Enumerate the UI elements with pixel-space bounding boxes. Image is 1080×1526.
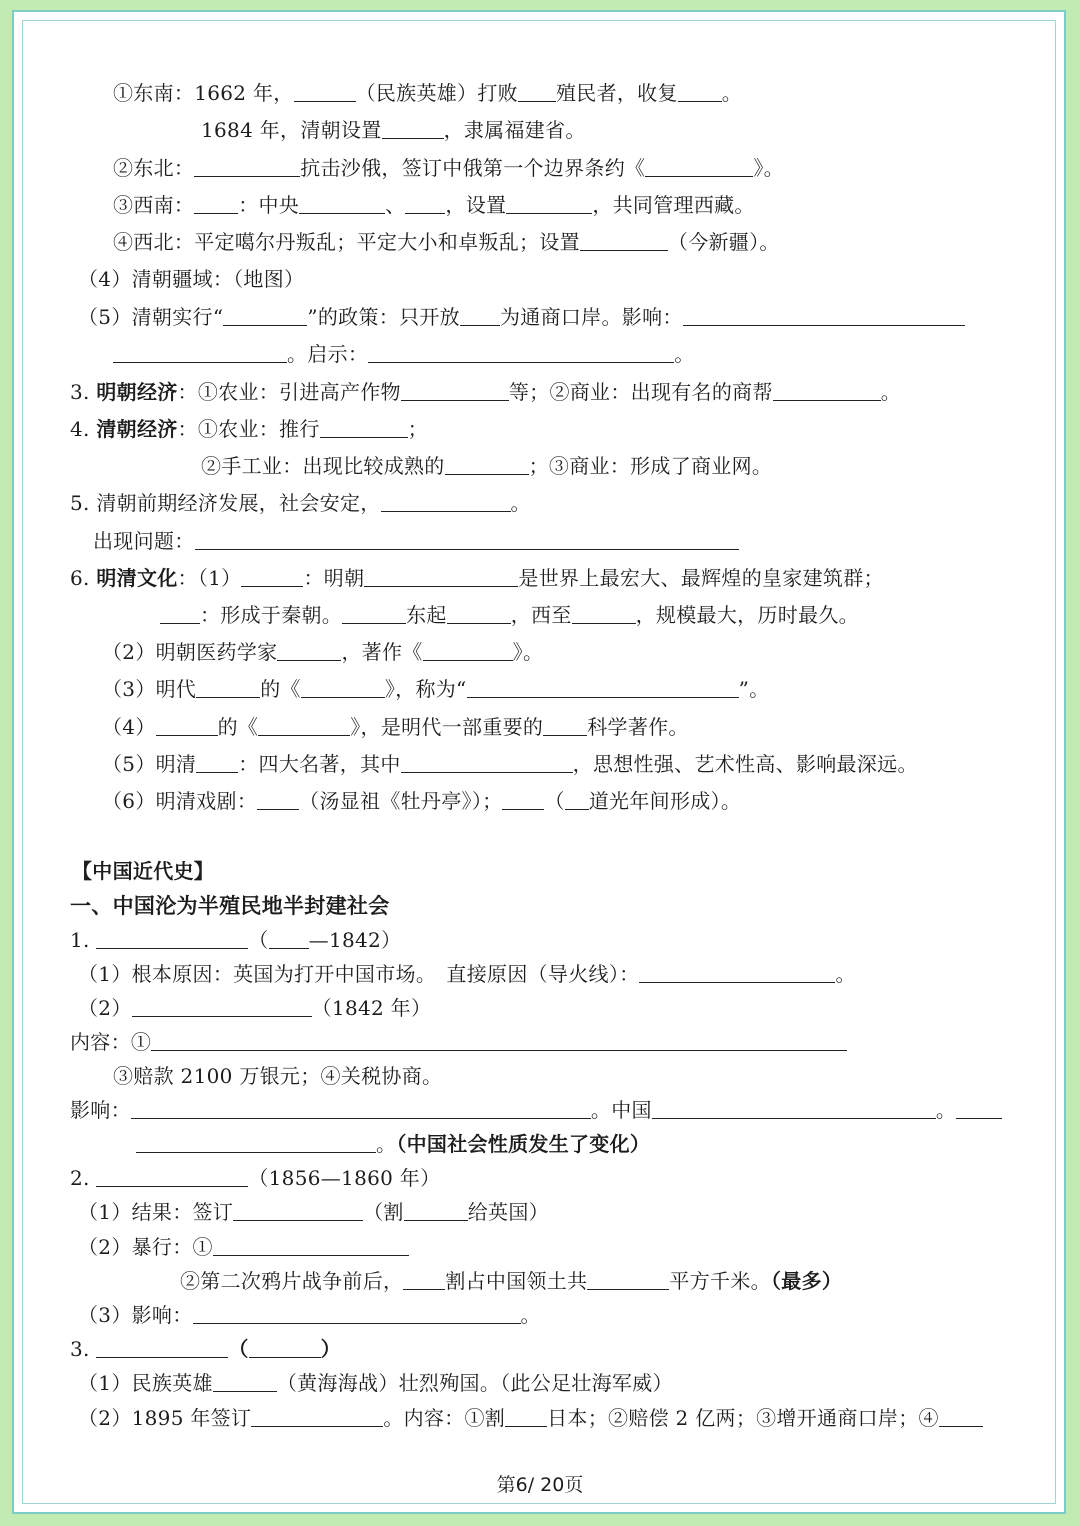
answer-blank[interactable] <box>543 715 587 736</box>
answer-blank[interactable] <box>258 715 350 736</box>
answer-blank[interactable] <box>364 566 518 587</box>
text-fragment: 的《 <box>260 677 301 701</box>
answer-blank[interactable] <box>96 928 248 949</box>
line-southwest <box>113 192 755 218</box>
text-fragment: （1）民族英雄 <box>78 1371 213 1395</box>
line-novels <box>102 751 918 777</box>
text-fragment: 3. <box>70 1337 97 1361</box>
answer-blank[interactable] <box>572 603 636 624</box>
line-war-1-impact-2 <box>136 1131 650 1157</box>
answer-blank[interactable] <box>299 193 385 214</box>
text-fragment: 科学著作。 <box>587 715 689 739</box>
text-fragment: 内容：① <box>70 1030 152 1054</box>
line-medicine <box>102 639 543 665</box>
text-fragment: ：①农业：推行 <box>177 417 320 441</box>
text-fragment: 。 <box>674 342 695 366</box>
text-fragment: 。 <box>510 491 531 515</box>
text-fragment: （割 <box>363 1200 404 1224</box>
answer-blank[interactable] <box>401 380 509 401</box>
text-fragment: 的《 <box>217 715 259 739</box>
text-fragment: ①东南：1662 年， <box>113 81 294 105</box>
answer-blank[interactable] <box>683 305 965 326</box>
text-fragment: ，思想性强、艺术性高、影响最深远。 <box>572 752 918 776</box>
text-fragment: ：中央 <box>238 193 300 217</box>
answer-blank[interactable] <box>405 193 445 214</box>
answer-blank[interactable] <box>460 305 500 326</box>
line-northwest <box>113 229 780 255</box>
text-fragment: 1684 年，清朝设置 <box>201 118 382 142</box>
text-fragment: 一、中国沦为半殖民地半封建社会 <box>70 894 390 918</box>
text-fragment: 6. <box>70 566 97 590</box>
answer-blank[interactable] <box>136 1132 376 1153</box>
answer-blank[interactable] <box>213 1371 277 1392</box>
answer-blank[interactable] <box>233 1200 363 1221</box>
text-fragment: 出现问题： <box>93 529 195 553</box>
text-fragment: 》。 <box>512 640 544 664</box>
answer-blank[interactable] <box>194 193 238 214</box>
answer-blank[interactable] <box>249 1337 321 1358</box>
modern-history-header <box>72 858 214 884</box>
answer-blank[interactable] <box>196 752 238 773</box>
answer-blank[interactable] <box>368 342 674 363</box>
answer-blank[interactable] <box>580 230 668 251</box>
text-fragment: 等；②商业：出现有名的商帮 <box>508 380 773 404</box>
text-fragment: （3）明代 <box>102 677 197 701</box>
line-drama <box>102 788 741 814</box>
text-fragment: （2）明朝医药学家 <box>102 640 278 664</box>
answer-blank[interactable] <box>151 1030 847 1051</box>
answer-blank[interactable] <box>678 81 722 102</box>
text-fragment: （5）明清 <box>102 752 197 776</box>
text-fragment: —1842） <box>308 928 402 952</box>
text-fragment: ；③商业：形成了商业网。 <box>528 454 773 478</box>
text-fragment: ：明朝 <box>303 566 365 590</box>
text-fragment: （4）清朝疆域：（地图） <box>78 267 305 291</box>
text-fragment: ，共同管理西藏。 <box>592 193 755 217</box>
answer-blank[interactable] <box>156 715 218 736</box>
answer-blank[interactable] <box>269 928 309 949</box>
line-closed-policy-2 <box>113 341 695 367</box>
answer-blank[interactable] <box>502 789 544 810</box>
answer-blank[interactable] <box>277 640 341 661</box>
answer-blank[interactable] <box>301 677 385 698</box>
text-fragment: （ <box>544 789 565 813</box>
text-fragment: （4） <box>102 715 156 739</box>
line-war-3 <box>70 1336 341 1362</box>
text-fragment: ：形成于秦朝。 <box>200 603 343 627</box>
text-fragment: 。 <box>520 1303 541 1327</box>
text-fragment: 。启示： <box>287 342 369 366</box>
text-fragment: 影响： <box>70 1098 131 1122</box>
text-fragment: ，规模最大，历时最久。 <box>635 603 859 627</box>
text-fragment: 日本；②赔偿 2 亿两；③增开通商口岸；④ <box>547 1406 939 1430</box>
answer-blank[interactable] <box>404 1200 468 1221</box>
answer-blank[interactable] <box>257 789 299 810</box>
answer-blank[interactable] <box>213 1235 409 1256</box>
answer-blank[interactable] <box>382 118 444 139</box>
line-war-1-content <box>70 1029 847 1055</box>
answer-blank[interactable] <box>132 996 312 1017</box>
text-fragment: （3）影响： <box>78 1303 193 1327</box>
text-fragment: 清朝经济 <box>96 417 178 441</box>
answer-blank[interactable] <box>131 1098 591 1119</box>
answer-blank[interactable] <box>113 342 287 363</box>
line-qing-economy-2 <box>201 453 772 479</box>
text-fragment: （ <box>228 1337 249 1361</box>
text-fragment: 抗击沙俄，签订中俄第一个边界条约《 <box>300 156 646 180</box>
text-fragment: （中国社会性质发生了变化） <box>396 1132 651 1156</box>
text-fragment: 殖民者，收复 <box>555 81 678 105</box>
text-fragment: 。 <box>721 81 743 105</box>
text-fragment: 给英国） <box>467 1200 549 1224</box>
text-fragment: （今新疆）。 <box>667 230 780 254</box>
text-fragment: 。 <box>880 380 902 404</box>
text-fragment: ④西北：平定噶尔丹叛乱；平定大小和卓叛乱；设置 <box>113 230 580 254</box>
text-fragment: 明朝经济 <box>96 380 178 404</box>
text-fragment: 是世界上最宏大、最辉煌的皇家建筑群； <box>518 566 884 590</box>
answer-blank[interactable] <box>160 603 200 624</box>
text-fragment: （5）清朝实行“ <box>78 305 224 329</box>
answer-blank[interactable] <box>645 156 753 177</box>
text-fragment: ③西南： <box>113 193 195 217</box>
text-fragment: 》，是明代一部重要的 <box>350 715 544 739</box>
text-fragment: ③赔款 2100 万银元；④关税协商。 <box>113 1064 443 1088</box>
line-ming-economy <box>70 379 901 405</box>
page-number: 第6/ 20页 <box>496 1474 584 1496</box>
answer-blank[interactable] <box>403 1269 445 1290</box>
line-culture-2 <box>160 602 859 628</box>
text-fragment: ”的政策：只开放 <box>307 305 460 329</box>
text-fragment: ，西至 <box>510 603 572 627</box>
answer-blank[interactable] <box>505 1406 547 1427</box>
line-culture <box>70 565 884 591</box>
text-fragment: （汤显祖《牡丹亭》）； <box>299 789 503 813</box>
text-fragment: 道光年间形成）。 <box>588 789 742 813</box>
text-fragment: ②东北： <box>113 156 195 180</box>
answer-blank[interactable] <box>467 677 739 698</box>
answer-blank[interactable] <box>939 1406 983 1427</box>
text-fragment: （ <box>248 928 269 952</box>
answer-blank[interactable] <box>96 1337 228 1358</box>
answer-blank[interactable] <box>565 789 589 810</box>
text-fragment: （2）1895 年签订 <box>78 1406 252 1430</box>
text-fragment: 割占中国领土共 <box>445 1269 588 1293</box>
text-fragment: 1. <box>70 928 97 952</box>
answer-blank[interactable] <box>294 81 356 102</box>
text-fragment: ：（1） <box>177 566 242 590</box>
answer-blank[interactable] <box>195 529 739 550</box>
line-war-1-content-2 <box>113 1063 442 1089</box>
text-fragment: 为通商口岸。影响： <box>499 305 683 329</box>
text-fragment: （黄海海战）壮烈殉国。（此公足壮海军威） <box>276 1371 673 1395</box>
answer-blank[interactable] <box>447 603 511 624</box>
line-war-1-impact <box>70 1097 1002 1123</box>
text-fragment: 4. <box>70 417 97 441</box>
answer-blank[interactable] <box>381 491 511 512</box>
text-fragment: （1）根本原因：英国为打开中国市场。 直接原因（导火线）： <box>78 962 640 986</box>
answer-blank[interactable] <box>194 156 300 177</box>
answer-blank[interactable] <box>445 454 529 475</box>
line-southeast <box>113 80 742 106</box>
text-fragment: ：①农业：引进高产作物 <box>177 380 401 404</box>
text-fragment: ，著作《 <box>341 640 423 664</box>
answer-blank[interactable] <box>518 81 556 102</box>
text-fragment: 。 <box>935 1098 957 1122</box>
text-fragment: 。 <box>835 962 856 986</box>
line-war-2-atrocity <box>78 1234 409 1260</box>
text-fragment: ） <box>320 1337 341 1361</box>
line-war-2 <box>70 1165 440 1191</box>
line-territory <box>78 266 304 292</box>
text-fragment: 5. 清朝前期经济发展，社会安定， <box>70 491 381 515</box>
line-war-2-territory <box>180 1268 842 1294</box>
line-problems <box>93 528 739 554</box>
text-fragment: ，设置 <box>445 193 507 217</box>
text-fragment: 平方千米。 <box>669 1269 771 1293</box>
text-fragment: （6）明清戏剧： <box>102 789 258 813</box>
answer-blank[interactable] <box>587 1269 669 1290</box>
answer-blank[interactable] <box>639 962 835 983</box>
text-fragment: ：四大名著，其中 <box>238 752 401 776</box>
text-fragment: （2）暴行：① <box>78 1235 213 1259</box>
line-war-3-hero <box>78 1370 673 1396</box>
text-fragment: 》，称为“ <box>384 677 467 701</box>
answer-blank[interactable] <box>401 752 573 773</box>
text-fragment: 【中国近代史】 <box>72 859 215 883</box>
text-fragment: 3. <box>70 380 97 404</box>
answer-blank[interactable] <box>773 380 881 401</box>
line-science-book <box>102 714 689 740</box>
text-fragment: ”。 <box>738 677 770 701</box>
answer-blank[interactable] <box>506 193 592 214</box>
line-qing-economy <box>70 416 428 442</box>
answer-blank[interactable] <box>423 640 513 661</box>
line-closed-policy <box>78 304 965 330</box>
answer-blank[interactable] <box>193 1303 521 1324</box>
text-fragment: ②手工业：出现比较成熟的 <box>201 454 445 478</box>
text-fragment: 、 <box>385 193 406 217</box>
text-fragment: ； <box>407 417 428 441</box>
line-war-1-causes <box>78 961 856 987</box>
text-fragment: ，隶属福建省。 <box>443 118 586 142</box>
text-fragment: 。中国 <box>590 1098 652 1122</box>
line-early-qing <box>70 490 531 516</box>
text-fragment: 。内容：①割 <box>383 1406 506 1430</box>
text-fragment: 》。 <box>753 156 784 180</box>
text-fragment: （民族英雄）打败 <box>355 81 518 105</box>
line-northeast <box>113 155 784 181</box>
answer-blank[interactable] <box>196 677 260 698</box>
text-fragment: （1842 年） <box>311 996 432 1020</box>
answer-blank[interactable] <box>223 305 307 326</box>
text-fragment: 2. <box>70 1166 97 1190</box>
answer-blank[interactable] <box>342 603 406 624</box>
answer-blank[interactable] <box>251 1406 383 1427</box>
answer-blank[interactable] <box>320 417 408 438</box>
line-war-1-treaty <box>78 995 431 1021</box>
text-fragment: （1）结果：签订 <box>78 1200 234 1224</box>
answer-blank[interactable] <box>956 1098 1002 1119</box>
line-ming-book <box>102 676 769 702</box>
text-fragment: 东起 <box>406 603 447 627</box>
section-heading <box>70 893 390 919</box>
answer-blank[interactable] <box>652 1098 936 1119</box>
text-fragment: （2） <box>78 996 132 1020</box>
text-fragment: ②第二次鸦片战争前后， <box>180 1269 404 1293</box>
line-war-2-impact <box>78 1302 541 1328</box>
line-war-1 <box>70 927 401 953</box>
line-war-3-treaty <box>78 1405 983 1431</box>
text-fragment: （1856—1860 年） <box>248 1166 441 1190</box>
answer-blank[interactable] <box>96 1166 248 1187</box>
text-fragment: 明清文化 <box>96 566 178 590</box>
text-fragment: （最多） <box>770 1269 843 1293</box>
answer-blank[interactable] <box>241 566 303 587</box>
line-southeast-2 <box>201 117 586 143</box>
line-war-2-result <box>78 1199 549 1225</box>
text-fragment: 。 <box>376 1132 397 1156</box>
